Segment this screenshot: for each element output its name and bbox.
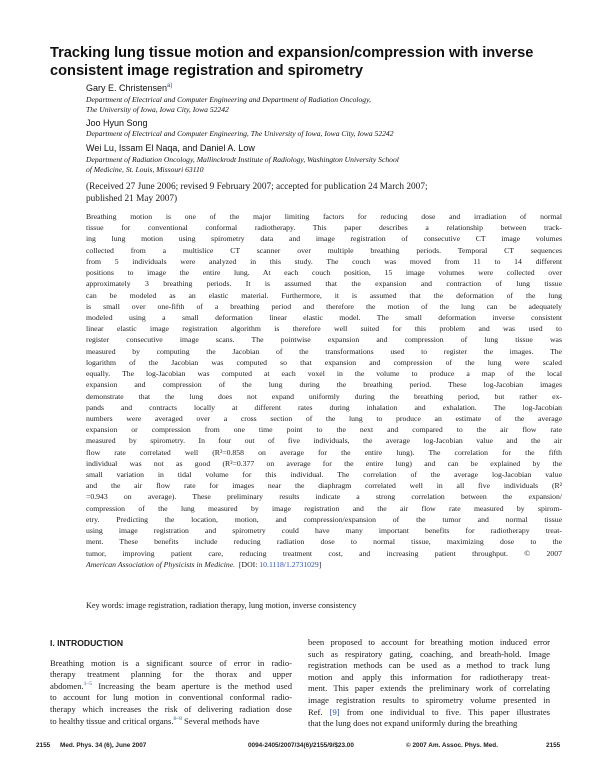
intro-line: motion and apply this information for radiotherapy treat- [308, 671, 550, 682]
abstract-line: demonstrate that the lung does not expand uniformly during the breathing period, but rather ex- [86, 391, 562, 401]
footer-journal: Med. Phys. 34 (6), June 2007 [60, 742, 147, 749]
intro-text: abdomen. [50, 680, 84, 691]
abstract-line: expansion or compression from one time point to the next and compared to the air flow rate [86, 425, 562, 435]
section-heading: I. INTRODUCTION [50, 638, 124, 648]
abstract-line: ment. These benefits include reducing radiation dose to normal tissue, maximizing dose to the [86, 537, 562, 547]
affiliation-1-line-1: Department of Electrical and Computer Engineering and Department of Radiation Oncology, [86, 95, 371, 104]
affiliation-3 [86, 155, 556, 175]
abstract-line: using image registration and spirometry could have many important benefits for radiotherapy treat- [86, 526, 562, 536]
paper-title [50, 44, 560, 80]
affiliation-3-line-1: Department of Radiation Oncology, Mallinckrodt Institute of Radiology, Washington University School [86, 155, 399, 164]
affiliation-2-line-1: Department of Electrical and Computer Engineering, The University of Iowa, Iowa City, Iowa 52242 [86, 129, 394, 138]
copyright-holder: American Association of Physicists in Medicine. [86, 559, 236, 569]
abstract-line: =0.943 on average). These preliminary results indicate a strong correlation between the expansion/ [86, 492, 562, 502]
abstract-line: modeled using a small deformation linear elastic model. The small deformation inverse consistent [86, 312, 562, 322]
intro-line: therapy treatment planning for the thorax and upper [50, 669, 292, 680]
abstract-line: collected from a multislice CT scanner over multiple breathing periods. Temporal CT sequences [86, 245, 562, 255]
citation-link[interactable]: 1–5 [83, 680, 93, 687]
citation-link[interactable]: 6–8 [173, 715, 182, 722]
abstract-line: and the air flow rate for images near the diaphragm correlated well in all five individuals (R² [86, 481, 562, 491]
intro-text: Several methods have [181, 715, 260, 726]
title-line-1: Tracking lung tissue motion and expansion/compression with inverse [50, 45, 534, 61]
abstract-line: approximately 3 breathing periods. It is assumed that the expansion and contraction of lung tissue [86, 279, 562, 289]
abstract-line: individual was not as good (R²=0.377 on average for the entire lung) and can be explained by the [86, 458, 562, 468]
intro-line: ment. This paper extends the preliminary work of correlating [308, 683, 550, 694]
doi-link[interactable]: 10.1118/1.2731029 [259, 559, 319, 569]
abstract-line: etry. Predicting the location, motion, and compression/expansion of the tumor and normal tissue [86, 514, 562, 524]
abstract-line: measured by computing the Jacobian of the transformations used to register the images. The [86, 346, 562, 356]
footer-page-left: 2155 [36, 742, 51, 749]
footer-issn: 0094-2405/2007/34(6)/2155/9/$23.00 [248, 742, 354, 749]
intro-text: from one individual to five. This paper illustrates [339, 706, 550, 717]
intro-line: such as respiratory gating, coaching, and breath-hold. Image [308, 648, 550, 659]
intro-right-column [308, 637, 550, 730]
received-line-2: published 21 May 2007) [86, 193, 178, 204]
abstract-line: measured by spirometry. In four out of five individuals, the average log-Jacobian value and the air [86, 436, 562, 446]
author-3 [86, 143, 255, 154]
abstract-line: Breathing motion is one of the major limiting factors for reducing dose and irradiation of normal [86, 212, 562, 221]
abstract-line: expansion and compression of the lung during the breathing period. These log-Jacobian images [86, 380, 562, 390]
abstract-line: numbers were averaged over a cross section of the lung to produce an estimate of the average [86, 413, 562, 423]
author-3-names: Wei Lu, Issam El Naqa, and Daniel A. Low [86, 143, 255, 153]
abstract-line: tissue for conventional conformal radiotherapy. This paper describes a relationship between track- [86, 223, 562, 233]
doi-close: ] [318, 559, 322, 569]
abstract-line: compression of the lung measured by image registration and the air flow rate measured by spirom- [86, 503, 562, 513]
abstract-line: linear elastic image registration algorithm is therefore well suited for this problem and was used to [86, 324, 562, 334]
abstract-final-line [86, 559, 562, 570]
title-line-2: consistent image registration and spirometry [50, 63, 364, 79]
abstract-line: from 5 individuals were analyzed in this study. The couch was moved from 11 to 14 different [86, 256, 562, 266]
abstract-line: pands and contracts locally at different rates during inhalation and exhalation. The log-Jacobian [86, 402, 562, 412]
keywords: Key words: image registration, radiation therapy, lung motion, inverse consistency [86, 601, 357, 610]
intro-line [50, 681, 292, 693]
author-2 [86, 118, 148, 129]
abstract-line: can be modeled as an elastic material. Furthermore, it is assumed that the deformation of the lung [86, 290, 562, 300]
received-line-1: (Received 27 June 2006; revised 9 February 2007; accepted for publication 24 March 2007; [86, 182, 428, 192]
author-1 [86, 83, 172, 94]
reference-link[interactable]: [9] [329, 706, 340, 717]
received-dates [86, 182, 562, 205]
affiliation-1 [86, 95, 556, 115]
intro-line [50, 716, 292, 728]
abstract-line: flow rate correlated well (R²=0.858 on average for the entire lung). The correlation for the fifth [86, 447, 562, 457]
intro-text: Ref. [308, 706, 323, 717]
affiliation-2 [86, 129, 556, 139]
intro-left-column [50, 638, 292, 727]
intro-text: Increasing the beam aperture is the method used [92, 680, 292, 691]
footer-copyright: © 2007 Am. Assoc. Phys. Med. [406, 742, 498, 749]
affiliation-1-line-2: The University of Iowa, Iowa City, Iowa 52242 [86, 105, 229, 114]
intro-line: that the lung does not expand uniformly during the breathing [308, 718, 518, 729]
intro-line: to account for lung motion in conventional conformal radio- [50, 692, 292, 703]
author-1-names: Gary E. Christensen [86, 83, 168, 93]
abstract-line: ing lung motion using spirometry data and image registration of consecutive CT image volumes [86, 234, 562, 244]
abstract-line: register consecutive image scans. The pointwise expansion and compression of lung tissue was [86, 335, 562, 345]
abstract [86, 211, 562, 570]
intro-line: been proposed to account for breathing motion induced error [308, 637, 550, 647]
affiliation-3-line-2: of Medicine, St. Louis, Missouri 63110 [86, 165, 204, 174]
abstract-line: is small over one-fifth of a breathing period and therefore the motion of the lung can be adequately [86, 301, 562, 311]
intro-line: Breathing motion is a significant source of error in radio- [50, 657, 292, 668]
footer-page-right: 2155 [546, 742, 561, 749]
abstract-line: positions to image the entire lung. At each couch position, 15 image volumes were collected over [86, 268, 562, 278]
abstract-line: equally. The log-Jacobian was computed at each voxel in the volume to produce a map of the local [86, 369, 562, 379]
abstract-line: small variation in tidal volume for this individual. The correlation of the average log-Jacobian value [86, 470, 562, 480]
abstract-line: logarithm of the Jacobian was computed so that expansion and compression of the lung were scaled [86, 357, 562, 367]
intro-line: therapy which increases the risk of delivering radiation dose [50, 703, 292, 714]
abstract-line: tumor, improving patient care, reducing treatment cost, and increasing patient throughput. © 2007 [86, 548, 562, 558]
page-footer [36, 742, 564, 754]
intro-text: to healthy tissue and critical organs. [50, 715, 174, 726]
author-2-names: Joo Hyun Song [86, 118, 148, 128]
intro-line [308, 707, 550, 719]
intro-line: registration methods can be used as a method to track lung [308, 660, 550, 671]
doi-label: [DOI: [238, 559, 260, 569]
intro-line: image registration results to spirometry volume presented in [308, 694, 550, 705]
author-1-footnote[interactable]: a) [167, 83, 173, 89]
